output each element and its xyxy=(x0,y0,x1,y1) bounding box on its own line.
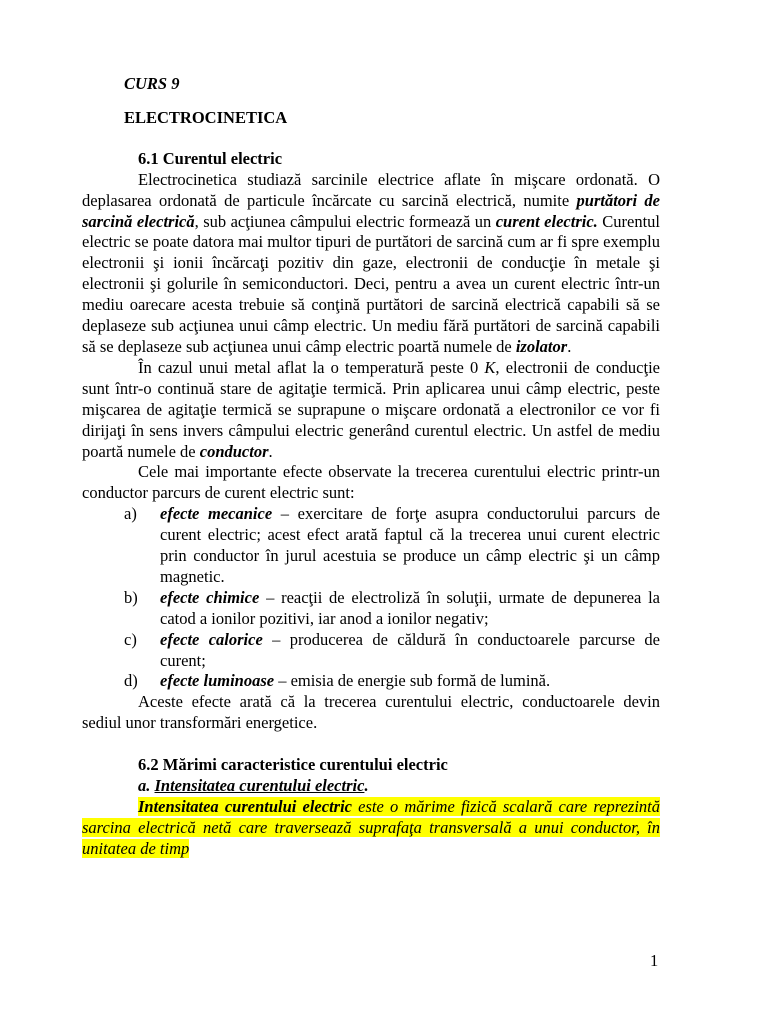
document-title: ELECTROCINETICA xyxy=(124,107,288,127)
list-item-label: d) xyxy=(124,671,138,691)
list-item-text: – reacţii de electroliză în soluţii, urmate de depunerea la catod a ionilor pozitivi, iar anod a ionilor negativ; xyxy=(160,587,660,628)
list-item xyxy=(82,588,660,630)
subsection-title: Intensitatea curentului electric xyxy=(154,776,365,796)
definition-paragraph xyxy=(82,797,660,860)
list-item xyxy=(82,504,660,588)
text-run: Curentul electric se poate datora mai multor tipuri de purtători de sarcină cum ar fi spre exemplu electronii şi ionii încărcaţi pozitiv din gaze, electronii de conducţie în metale şi electronii şi golurile în semiconductori. Deci, pentru a avea un curent electric într-un mediu oarecare acesta trebuie să conţină purtători de sarcină electrică capabili să se deplaseze sub acţiunea unui câmp electric. Un mediu fără purtători de sarcină capabili să se deplaseze sub acţiunea unui câmp electric poartă numele de xyxy=(82,211,660,356)
definition-text: este o mărime fizică scalară care reprezintă sarcina electrică netă care traversează suprafaţa transversală a unui conductor, în unitatea de timp xyxy=(82,797,660,858)
text-run: . xyxy=(268,441,273,461)
list-item-label: c) xyxy=(124,629,137,649)
list-item xyxy=(82,671,660,692)
spacer xyxy=(82,734,660,755)
list-item xyxy=(82,630,660,672)
section-heading-6-1: 6.1 Curentul electric xyxy=(138,148,283,168)
term-insulator: izolator xyxy=(515,336,568,356)
text-run: , electronii de conducţie sunt într-o continuă stare de agitaţie termică. Prin aplicarea unui câmp electric, peste mişcarea de agitaţie termică se suprapune o mişcare ordonată a electronilor ce vor fi dirijaţi în sens invers câmpului electric generând curentul electric. Un astfel de mediu poartă numele de xyxy=(82,357,660,461)
text-run: , sub acţiunea câmpului electric formează un xyxy=(194,211,496,231)
subsection-label: a. xyxy=(138,776,155,796)
list-item-text: – producerea de căldură în conductoarele parcurse de curent; xyxy=(160,629,660,670)
course-label: CURS 9 xyxy=(124,74,180,93)
text-run: Electrocinetica studiază sarcinile electrice aflate în mişcare ordonată. O deplasarea ordonată de particule încărcate cu sarcină electrică, numite xyxy=(82,169,660,210)
list-item-text: – exercitare de forţe asupra conductorului parcurs de curent electric; acest efect arată faptul că la trecerea unui curent electric prin conductor în jurul acestuia se produce un câmp electric şi un câmp magnetic. xyxy=(160,504,660,586)
paragraph-effects-conclusion: Aceste efecte arată că la trecerea curentului electric, conductoarele devin sediul unor transformări energetice. xyxy=(82,692,660,733)
effects-list xyxy=(82,504,660,692)
term-electric-current: curent electric. xyxy=(495,211,598,231)
list-item-term: efecte chimice xyxy=(160,587,260,607)
section-heading-6-2: 6.2 Mărimi caracteristice curentului electric xyxy=(138,755,448,775)
text-run: . xyxy=(567,336,572,356)
paragraph-metal xyxy=(82,358,660,463)
definition-term: Intensitatea curentului electric xyxy=(138,797,352,816)
paragraph-effects-intro: Cele mai importante efecte observate la trecerea curentului electric printr-un conductor parcurs de curent electric sunt: xyxy=(82,462,660,503)
list-item-label: a) xyxy=(124,504,137,524)
text-run: . xyxy=(364,776,369,796)
term-conductor: conductor xyxy=(199,441,269,461)
unit-kelvin: K xyxy=(484,357,496,377)
list-item-label: b) xyxy=(124,587,138,607)
page-number: 1 xyxy=(650,951,659,970)
list-item-text: – emisia de energie sub formă de lumină. xyxy=(274,671,551,691)
text-run: În cazul unui metal aflat la o temperatură peste 0 xyxy=(138,357,485,377)
subsection-heading xyxy=(138,776,660,797)
page-content xyxy=(82,74,660,860)
list-item-term: efecte luminoase xyxy=(160,671,275,691)
paragraph-intro xyxy=(82,170,660,358)
list-item-term: efecte mecanice xyxy=(160,504,273,524)
term-charge-carriers: purtători de sarcină electrică xyxy=(82,190,660,231)
list-item-term: efecte calorice xyxy=(160,629,263,649)
